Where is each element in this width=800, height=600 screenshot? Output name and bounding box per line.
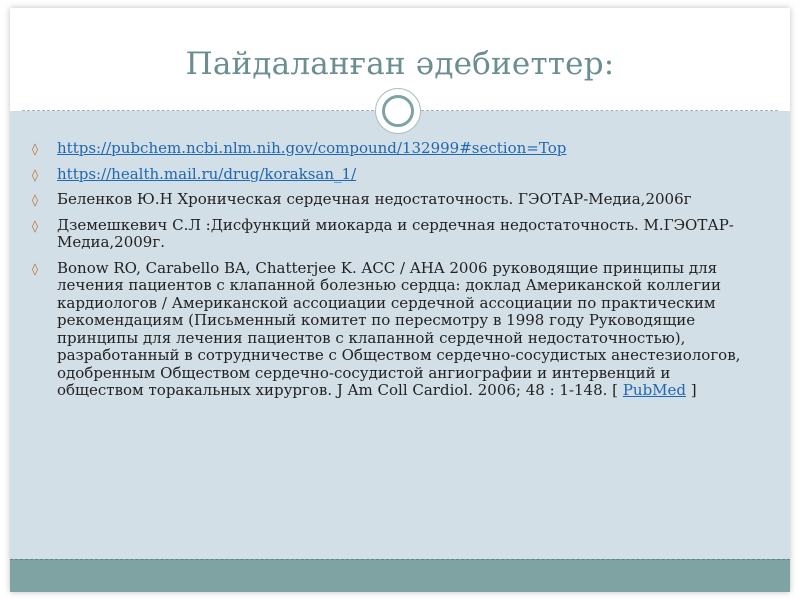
reference-item bbox=[32, 217, 752, 252]
diamond-bullet-icon: ◊ bbox=[32, 167, 38, 182]
slide-title: Пайдаланған әдебиеттер: bbox=[185, 46, 615, 82]
references-list bbox=[32, 140, 752, 408]
reference-text-belenkov: Беленков Ю.Н Хроническая сердечная недостаточность. ГЭОТАР-Медиа,2006г bbox=[57, 190, 692, 208]
circle-ornament-inner-icon bbox=[382, 95, 414, 127]
circle-ornament-icon bbox=[375, 88, 421, 134]
pubmed-link[interactable]: PubMed bbox=[622, 381, 687, 399]
footer-bar bbox=[10, 559, 790, 592]
reference-text-dzemeshkevich: Дземешкевич С.Л :Дисфункций миокарда и сердечная недостаточность. М.ГЭОТАР-Медиа,2009г. bbox=[57, 215, 734, 251]
reference-item bbox=[32, 260, 752, 400]
reference-item bbox=[32, 140, 752, 158]
diamond-bullet-icon: ◊ bbox=[32, 261, 38, 276]
diamond-bullet-icon: ◊ bbox=[32, 218, 38, 233]
reference-item bbox=[32, 166, 752, 184]
reference-text-bonow-suffix: ] bbox=[686, 381, 697, 399]
reference-text-bonow: Bonow RO, Carabello BA, Chatterjee K. ACC / AHA 2006 руководящие принципы для лечения пациентов с клапанной болезнью сердца: доклад Американской коллегии кардиологов / Американской ассоциации сердечной ассоциации по практическим рекомендациям (Письменный комитет по пересмотру в 1998 году Руководящие принципы для лечения пациентов с клапанной сердечной недостаточностью), разработанный в сотрудничестве с Обществом сердечно-сосудистых анестезиологов, одобренным Обществом сердечно-сосудистой ангиографии и интервенций и обществом торакальных хирургов. J Am Coll Cardiol. 2006; 48 : 1-148. [ bbox=[57, 258, 741, 399]
reference-link-pubchem[interactable]: https://pubchem.ncbi.nlm.nih.gov/compound/132999#section=Top bbox=[57, 139, 567, 157]
diamond-bullet-icon: ◊ bbox=[32, 193, 38, 207]
reference-item bbox=[32, 191, 752, 209]
reference-link-health-mail[interactable]: https://health.mail.ru/drug/koraksan_1/ bbox=[57, 164, 357, 183]
slide bbox=[10, 8, 790, 592]
diamond-bullet-icon: ◊ bbox=[32, 142, 38, 156]
footer-divider bbox=[10, 559, 790, 560]
